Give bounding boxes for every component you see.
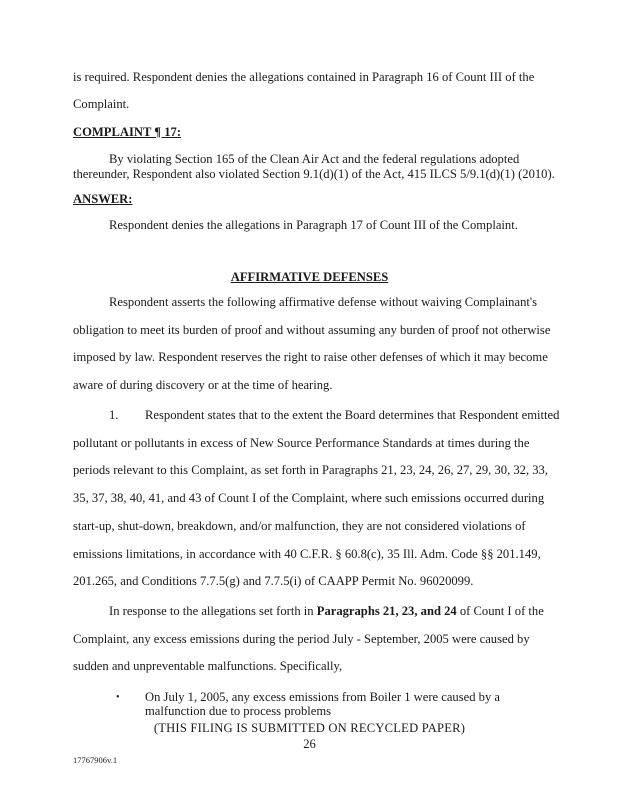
defense-line-5: start-up, shut-down, breakdown, and/or malfunction, they are not considered violations of: [73, 519, 526, 533]
bullet-symbol: •: [116, 692, 120, 703]
affirmative-line-4: aware of during discovery or at the time of hearing.: [73, 378, 333, 392]
paragraph-continuation-line-2: Complaint.: [73, 97, 130, 111]
defense-line-7: 201.265, and Conditions 7.7.5(g) and 7.7.5(i) of CAAPP Permit No. 96020099.: [73, 574, 474, 588]
defense-line-2: pollutant or pollutants in excess of New Source Performance Standards at times during the: [73, 436, 530, 450]
complaint-17-heading: COMPLAINT ¶ 17:: [73, 125, 182, 139]
document-id: 17767906v.1: [73, 755, 118, 765]
answer-line-1: Respondent denies the allegations in Paragraph 17 of Count III of the Complaint.: [109, 218, 518, 232]
response-line-2: Complaint, any excess emissions during the period July - September, 2005 were caused by: [73, 632, 530, 646]
response-line-1-paragraphs: Paragraphs 21, 23, and 24: [316, 604, 457, 618]
affirmative-defenses-heading: AFFIRMATIVE DEFENSES: [230, 270, 389, 284]
paragraph-continuation-line-1: is required. Respondent denies the allegations contained in Paragraph 16 of Count III of the: [73, 70, 535, 84]
complaint-17-line-1: By violating Section 165 of the Clean Air Act and the federal regulations adopted: [109, 152, 520, 166]
bullet-line-2: malfunction due to process problems: [145, 704, 332, 718]
defense-line-6: emissions limitations, in accordance with 40 C.F.R. § 60.8(c), 35 Ill. Adm. Code §§ 201.149,: [73, 547, 541, 561]
affirmative-line-2: obligation to meet its burden of proof and without assuming any burden of proof not otherwise: [73, 323, 551, 337]
response-line-1-start: In response to the allegations set forth in: [109, 604, 317, 618]
bullet-line-1: On July 1, 2005, any excess emissions from Boiler 1 were caused by a: [145, 690, 500, 704]
response-line-1-end: of Count I of the: [456, 604, 544, 618]
affirmative-line-3: imposed by law. Respondent reserves the right to raise other defenses of which it may become: [73, 350, 548, 364]
answer-heading: ANSWER:: [73, 192, 133, 206]
page-number: 26: [303, 737, 316, 751]
response-line-1: [109, 604, 544, 619]
complaint-17-line-2: thereunder, Respondent also violated Section 9.1(d)(1) of the Act, 415 ILCS 5/9.1(d)(1) (2010).: [73, 167, 555, 181]
defense-line-1: Respondent states that to the extent the Board determines that Respondent emitted: [145, 408, 560, 422]
recycled-paper-notice: (THIS FILING IS SUBMITTED ON RECYCLED PAPER): [153, 721, 466, 735]
defense-line-4: 35, 37, 38, 40, 41, and 43 of Count I of the Complaint, where such emissions occurred during: [73, 491, 545, 505]
response-line-3: sudden and unpreventable malfunctions. Specifically,: [73, 659, 343, 673]
defense-line-3: periods relevant to this Complaint, as set forth in Paragraphs 21, 23, 24, 26, 27, 29, 30, 32, 33,: [73, 463, 549, 477]
affirmative-line-1: Respondent asserts the following affirmative defense without waiving Complainant's: [109, 295, 538, 309]
defense-number: 1.: [109, 408, 119, 422]
